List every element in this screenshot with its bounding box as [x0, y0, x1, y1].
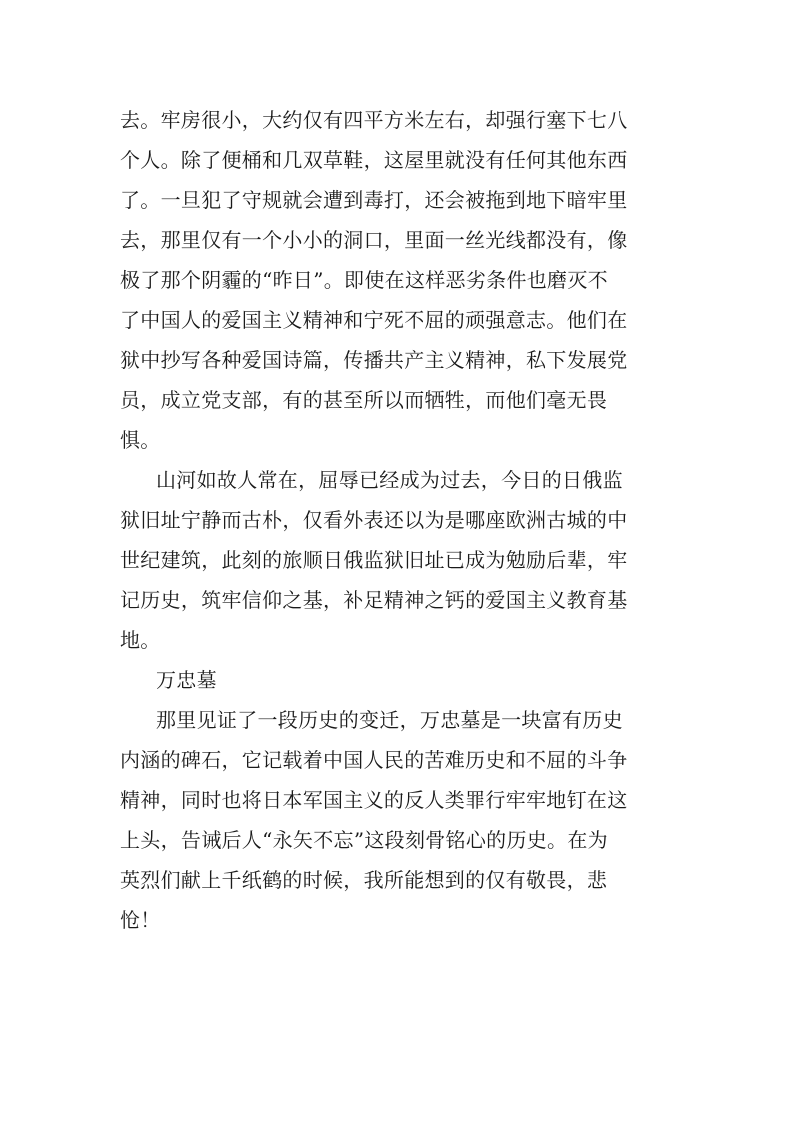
text-line: 狱中抄写各种爱国诗篇，传播共产主义精神，私下发展党 [120, 348, 628, 372]
document-body [120, 100, 656, 940]
paragraph-first-line: 山河如故人常在，屈辱已经成为过去，今日的日俄监 [156, 468, 623, 492]
text-line: 地。 [120, 628, 161, 652]
paragraph-first-line: 那里见证了一段历史的变迁，万忠墓是一块富有历史 [156, 708, 623, 732]
text-line: 狱旧址宁静而古朴，仅看外表还以为是哪座欧洲古城的中 [120, 508, 628, 532]
text-line: 精神，同时也将日本军国主义的反人类罪行牢牢地钉在这 [120, 788, 628, 812]
section-heading: 万忠墓 [156, 668, 217, 692]
text-line: 个人。除了便桶和几双草鞋，这屋里就没有任何其他东西 [120, 148, 628, 172]
text-line: 记历史，筑牢信仰之基，补足精神之钙的爱国主义教育基 [120, 588, 628, 612]
text-line: 世纪建筑，此刻的旅顺日俄监狱旧址已成为勉励后辈，牢 [120, 548, 628, 572]
text-line: 内涵的碑石，它记载着中国人民的苦难历史和不屈的斗争 [120, 748, 628, 772]
text-line: 去。牢房很小，大约仅有四平方米左右，却强行塞下七八 [120, 108, 628, 132]
text-line: 惧。 [120, 428, 161, 452]
text-line: 了中国人的爱国主义精神和宁死不屈的顽强意志。他们在 [120, 308, 628, 332]
text-line: 极了那个阴霾的“昨日”。即使在这样恶劣条件也磨灭不 [120, 268, 608, 292]
text-line: 了。一旦犯了守规就会遭到毒打，还会被拖到地下暗牢里 [120, 188, 628, 212]
text-line: 怆！ [120, 908, 161, 932]
text-line: 员，成立党支部，有的甚至所以而牺牲，而他们毫无畏 [120, 388, 608, 412]
text-line: 英烈们献上千纸鹤的时候，我所能想到的仅有敬畏，悲 [120, 868, 608, 892]
text-line: 去，那里仅有一个小小的洞口，里面一丝光线都没有，像 [120, 228, 628, 252]
text-line: 上头，告诫后人“永矢不忘”这段刻骨铭心的历史。在为 [120, 828, 608, 852]
